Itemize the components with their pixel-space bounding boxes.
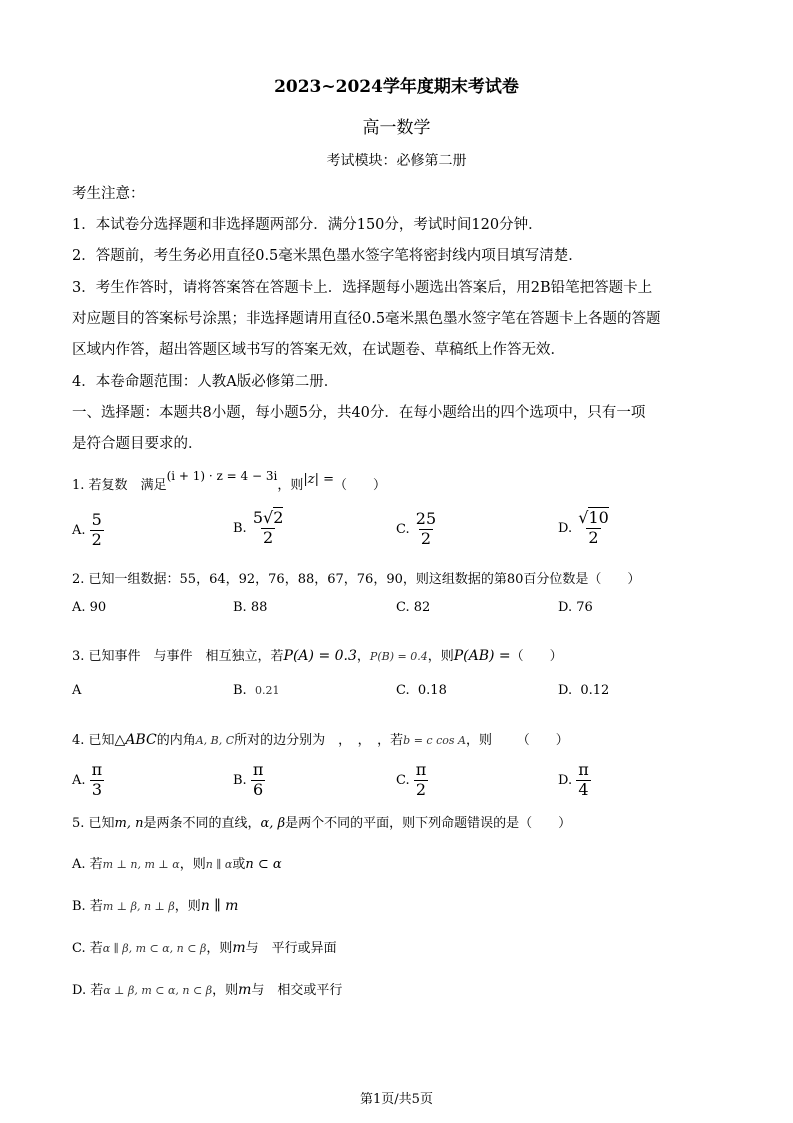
q1-option-b[interactable]: B. $\frac{5√2}{2}$ [233,508,284,547]
q4-triangle: △ABC [114,732,157,748]
q3-pab: P(AB) = [453,648,511,664]
notice-item-3-cont2: 区域内作答，超出答题区域书写的答案无效，在试题卷、草稿纸上作答无效． [72,342,565,358]
notice-item-3: 3．考生作答时，请将答案答在答题卡上．选择题每小题选出答案后，用2B铅笔把答题卡上 [72,280,653,296]
q1-abs-z: |z| = [303,472,334,487]
q4-d-fraction: $\frac{\pi}{4}$ [578,760,589,799]
q1-b-fraction: $\frac{5√2}{2}$ [252,508,284,547]
section-heading-cont: 是符合题目要求的． [72,436,203,452]
q3-pa: P(A) = 0.3 [283,648,357,664]
exam-subject: 高一数学 [362,118,431,138]
q3-pb: P(B) = 0.4 [369,650,428,663]
q4-c-fraction: $\frac{\pi}{2}$ [415,760,427,799]
q2-option-c[interactable]: C. 82 [396,600,431,615]
q4-condition: b = c cos A [403,734,466,747]
q3-option-a[interactable]: A [72,683,82,698]
q4-option-a[interactable]: A. $\frac{\pi}{3}$ [72,760,103,799]
q1-option-a[interactable]: A. $\frac{5}{2}$ [72,510,102,549]
question-1 [72,469,387,493]
q4-option-c[interactable]: C. $\frac{\pi}{2}$ [396,760,427,799]
q1-d-fraction: $\frac{√10}{2}$ [578,508,609,547]
exam-module: 考试模块：必修第二册 [326,153,467,169]
question-3: 3. 已知事件 与事件 相互独立，若P(A) = 0.3，P(B) = 0.4，则P(AB) =（ ） [72,648,563,664]
notice-item-2: 2．答题前，考生务必用直径0.5毫米黑色墨水签字笔将密封线内项目填写清楚． [72,248,583,264]
q5-mn: m, n [114,816,144,831]
q4-option-b[interactable]: B. $\frac{\pi}{6}$ [233,760,264,799]
q5-option-a[interactable]: A. 若m ⊥ n, m ⊥ α，则n ∥ α或n ⊂ α [72,857,282,872]
q4-angles: A, B, C [195,734,235,747]
question-4: 4. 已知△ABC的内角A, B, C所对的边分别为 ， ， ，若b = c cos A，则 （ ） [72,732,569,748]
q2-option-d[interactable]: D. 76 [558,600,593,615]
q2-option-b[interactable]: B. 88 [233,600,268,615]
page-footer: 第1页/共5页 [360,1092,433,1107]
notice-heading: 考生注意： [72,186,145,202]
q4-option-d[interactable]: D. $\frac{\pi}{4}$ [558,760,589,799]
q3-option-d[interactable]: D. 0.12 [558,683,610,698]
q1-option-d[interactable]: D. $\frac{√10}{2}$ [558,508,609,547]
q2-option-a[interactable]: A. 90 [72,600,107,615]
q3-option-c[interactable]: C. 0.18 [396,683,447,698]
q1-mid: 满足 [140,478,167,493]
q1-pre: 1. 若复数 [72,478,128,493]
q1-then: ，则 [277,478,304,493]
q1-option-c[interactable]: C. $\frac{25}{2}$ [396,509,437,548]
q1-paren: （ ） [334,478,387,493]
exam-title: 2023~2024学年度期末考试卷 [274,77,519,97]
q5-option-b[interactable]: B. 若m ⊥ β, n ⊥ β，则n ∥ m [72,898,239,914]
q1-a-fraction: $\frac{5}{2}$ [91,510,102,549]
question-2: 2. 已知一组数据：55，64，92，76，88，67，76，90，则这组数据的第80百分位数是（ ） [72,572,641,587]
q4-a-fraction: $\frac{\pi}{3}$ [91,760,103,799]
q1-c-fraction: $\frac{25}{2}$ [415,509,437,548]
notice-item-1: 1．本试卷分选择题和非选择题两部分．满分150分，考试时间120分钟． [72,217,543,233]
question-5: 5. 已知m, n是两条不同的直线，α, β是两个不同的平面，则下列命题错误的是（ ） [72,816,572,831]
q3-option-b[interactable]: B. 0.21 [233,683,280,698]
q4-b-fraction: $\frac{\pi}{6}$ [252,760,264,799]
notice-item-4: 4．本卷命题范围：人教A版必修第二册． [72,374,339,390]
q5-option-d[interactable]: D. 若α ⊥ β, m ⊂ α, n ⊂ β，则m与 相交或平行 [72,982,343,998]
section-heading: 一、选择题：本题共8小题，每小题5分，共40分．在每小题给出的四个选项中，只有一项 [72,405,646,421]
q5-alpha-beta: α, β [260,816,286,831]
notice-item-3-cont: 对应题目的答案标号涂黑；非选择题请用直径0.5毫米黑色墨水签字笔在答题卡上各题的答题 [72,311,661,327]
q5-option-c[interactable]: C. 若α ∥ β, m ⊂ α, n ⊂ β，则m与 平行或异面 [72,940,337,956]
q1-equation: (i + 1) · z = 4 − 3i [166,469,278,483]
